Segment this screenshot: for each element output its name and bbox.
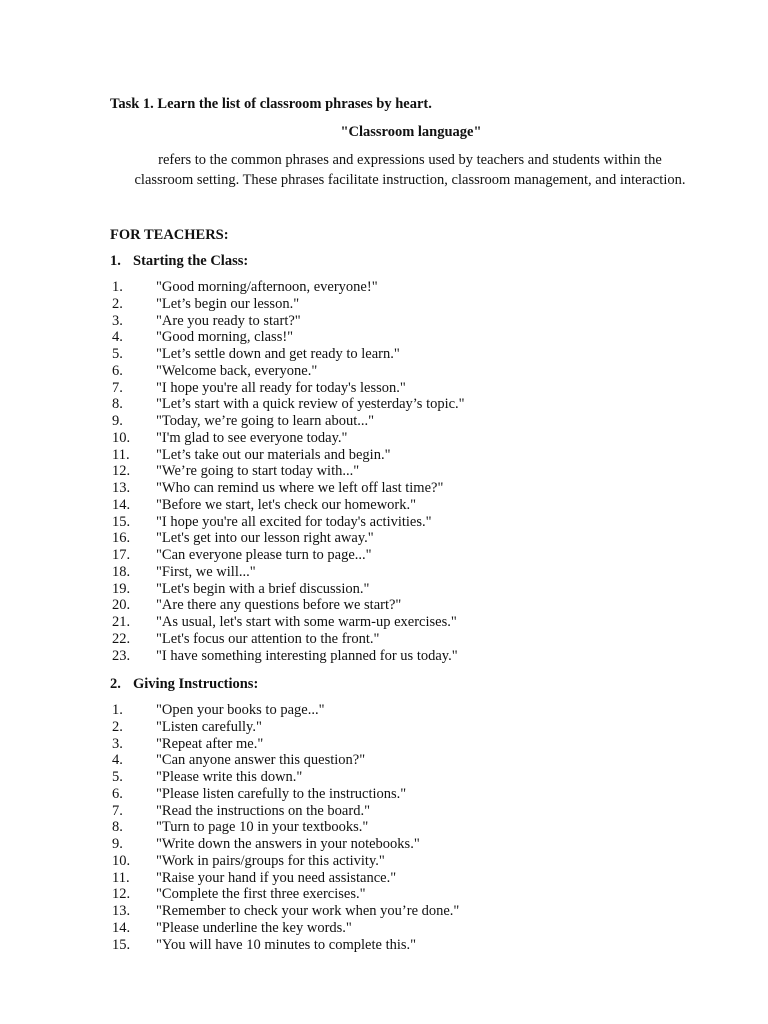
list-item xyxy=(0,547,768,564)
list-item-text: "First, we will..." xyxy=(156,563,256,580)
list-item xyxy=(0,380,768,397)
list-item-number: 14. xyxy=(112,919,131,936)
list-item xyxy=(0,836,768,853)
list-item-number: 15. xyxy=(112,936,131,953)
list-item-number: 11. xyxy=(112,869,130,886)
section-title: FOR TEACHERS: xyxy=(110,227,229,243)
subsection-heading-giving-instructions xyxy=(110,676,258,693)
list-item-number: 3. xyxy=(112,735,123,752)
list-item xyxy=(0,497,768,514)
list-item-text: "Repeat after me." xyxy=(156,735,264,752)
list-item-text: "Remember to check your work when you’re done." xyxy=(156,903,460,919)
document-subtitle: "Classroom language" xyxy=(340,124,482,140)
list-item-text: "Please write this down." xyxy=(156,769,303,785)
list-item-text: "I hope you're all ready for today's lesson." xyxy=(156,379,406,396)
list-item xyxy=(0,631,768,648)
list-item-text: "We’re going to start today with..." xyxy=(156,463,360,480)
list-item-text: "Raise your hand if you need assistance." xyxy=(156,869,397,886)
list-item-text: "Work in pairs/groups for this activity." xyxy=(156,852,385,869)
list-item-number: 12. xyxy=(112,463,131,480)
list-item-text: "Complete the first three exercises." xyxy=(156,886,366,903)
list-item-number: 5. xyxy=(112,769,123,785)
list-item-text: "Please listen carefully to the instructions." xyxy=(156,785,407,802)
list-item xyxy=(0,430,768,447)
list-item xyxy=(0,648,768,665)
list-item-number: 10. xyxy=(112,852,131,869)
list-item-number: 13. xyxy=(112,903,131,919)
list-item-text: "Let's focus our attention to the front." xyxy=(156,630,380,647)
list-item-text: "Write down the answers in your notebooks." xyxy=(156,836,420,852)
list-item-number: 14. xyxy=(112,496,131,513)
list-item xyxy=(0,736,768,753)
list-item-text: "Please underline the key words." xyxy=(156,919,352,936)
intro-line: refers to the common phrases and expressions used by teachers and students within the xyxy=(158,152,662,168)
list-item-number: 19. xyxy=(112,580,131,597)
list-item-number: 6. xyxy=(112,785,123,802)
list-item xyxy=(0,514,768,531)
list-item xyxy=(0,480,768,497)
list-item-text: "As usual, let's start with some warm-up exercises." xyxy=(156,614,457,630)
list-item xyxy=(0,296,768,313)
list-item xyxy=(0,903,768,920)
list-item-number: 7. xyxy=(112,802,123,819)
list-item xyxy=(0,363,768,380)
list-item-text: "Good morning/afternoon, everyone!" xyxy=(156,279,378,295)
list-item xyxy=(0,329,768,346)
list-item-number: 8. xyxy=(112,396,123,413)
list-item xyxy=(0,870,768,887)
list-item-number: 22. xyxy=(112,630,131,647)
list-item-number: 13. xyxy=(112,480,131,496)
list-item xyxy=(0,614,768,631)
list-item-text: "Open your books to page..." xyxy=(156,702,325,718)
list-item xyxy=(0,853,768,870)
list-item xyxy=(0,886,768,903)
list-item-number: 21. xyxy=(112,614,131,630)
list-item xyxy=(0,920,768,937)
list-item xyxy=(0,346,768,363)
list-item-number: 16. xyxy=(112,530,131,547)
list-item xyxy=(0,530,768,547)
subsection-title: Giving Instructions: xyxy=(133,676,259,692)
list-item-text: "I'm glad to see everyone today." xyxy=(156,429,348,446)
list-item xyxy=(0,752,768,769)
list-item-text: "I have something interesting planned for us today." xyxy=(156,647,458,664)
list-item-number: 8. xyxy=(112,819,123,836)
list-item-number: 1. xyxy=(112,279,123,295)
list-item-text: "Are there any questions before we start?" xyxy=(156,597,402,614)
list-item-text: "Let’s take out our materials and begin." xyxy=(156,446,391,463)
list-item xyxy=(0,597,768,614)
list-item-number: 10. xyxy=(112,429,131,446)
list-item-text: "Let's get into our lesson right away." xyxy=(156,530,374,547)
list-item xyxy=(0,564,768,581)
list-item-number: 2. xyxy=(112,295,123,312)
list-item-text: "Today, we’re going to learn about..." xyxy=(156,413,375,429)
list-item xyxy=(0,413,768,430)
list-item-text: "Let's begin with a brief discussion." xyxy=(156,580,370,597)
list-item-number: 2. xyxy=(112,718,123,735)
list-item-number: 15. xyxy=(112,513,131,530)
subsection-number: 2. xyxy=(110,676,121,692)
list-item-number: 17. xyxy=(112,547,131,563)
list-item-text: "Can everyone please turn to page..." xyxy=(156,547,372,563)
intro-paragraph xyxy=(100,151,720,190)
list-item-text: "You will have 10 minutes to complete this." xyxy=(156,936,417,953)
list-item xyxy=(0,769,768,786)
list-item-number: 4. xyxy=(112,752,123,769)
list-item-text: "Read the instructions on the board." xyxy=(156,802,370,819)
list-item-text: "Good morning, class!" xyxy=(156,329,294,346)
list-item-text: "Can anyone answer this question?" xyxy=(156,752,366,769)
list-item-number: 9. xyxy=(112,836,123,852)
list-item-number: 5. xyxy=(112,346,123,362)
list-item-number: 3. xyxy=(112,312,123,329)
list-item-number: 4. xyxy=(112,329,123,346)
list-item-number: 11. xyxy=(112,446,130,463)
list-item xyxy=(0,279,768,296)
list-item xyxy=(0,937,768,954)
list-item xyxy=(0,702,768,719)
subsection-heading-starting-class xyxy=(110,253,248,270)
phrase-list-giving-instructions xyxy=(0,702,768,953)
list-item-number: 1. xyxy=(112,702,123,718)
list-item-text: "Are you ready to start?" xyxy=(156,312,301,329)
list-item-text: "Let’s begin our lesson." xyxy=(156,295,300,312)
list-item xyxy=(0,803,768,820)
list-item xyxy=(0,396,768,413)
list-item xyxy=(0,819,768,836)
list-item xyxy=(0,313,768,330)
list-item-text: "Who can remind us where we left off last time?" xyxy=(156,480,444,496)
list-item-number: 6. xyxy=(112,362,123,379)
subsection-title: Starting the Class: xyxy=(133,253,249,269)
list-item-text: "Let’s settle down and get ready to learn." xyxy=(156,346,400,362)
task-title: Task 1. Learn the list of classroom phrases by heart. xyxy=(110,96,432,112)
list-item-text: "Before we start, let's check our homework." xyxy=(156,496,417,513)
list-item xyxy=(0,719,768,736)
list-item-number: 9. xyxy=(112,413,123,429)
list-item-number: 20. xyxy=(112,597,131,614)
list-item xyxy=(0,447,768,464)
list-item-number: 18. xyxy=(112,563,131,580)
list-item-text: "Turn to page 10 in your textbooks." xyxy=(156,819,369,836)
phrase-list-starting-class xyxy=(0,279,768,664)
list-item-text: "Welcome back, everyone." xyxy=(156,362,318,379)
list-item xyxy=(0,463,768,480)
list-item-text: "Let’s start with a quick review of yesterday’s topic." xyxy=(156,396,465,413)
list-item-text: "I hope you're all excited for today's activities." xyxy=(156,513,432,530)
list-item-number: 12. xyxy=(112,886,131,903)
list-item-number: 7. xyxy=(112,379,123,396)
intro-line: classroom setting. These phrases facilitate instruction, classroom management, and interaction. xyxy=(134,171,686,188)
list-item xyxy=(0,581,768,598)
list-item-number: 23. xyxy=(112,647,131,664)
subsection-number: 1. xyxy=(110,253,121,269)
list-item xyxy=(0,786,768,803)
list-item-text: "Listen carefully." xyxy=(156,718,262,735)
